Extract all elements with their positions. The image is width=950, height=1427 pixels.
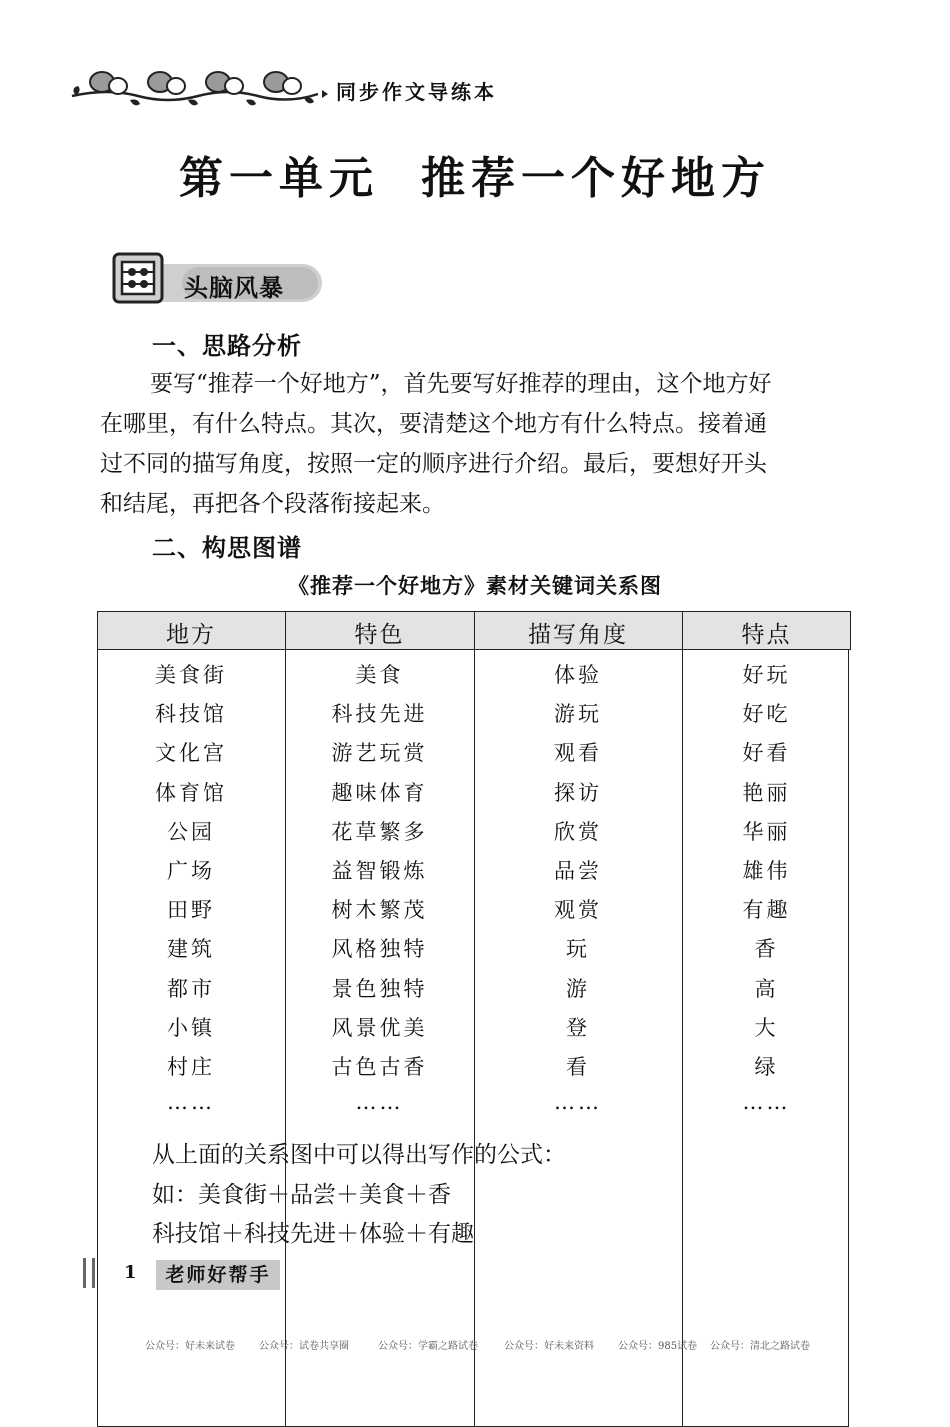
table-cell: 景色独特 — [331, 977, 428, 1001]
watermark-text: 公众号：试卷共享圈 — [259, 1341, 349, 1352]
watermark-text: 公众号：学霸之路试卷 — [378, 1341, 478, 1352]
table-cell: 好吃 — [742, 702, 791, 726]
diagram-heading: 二、构思图谱 — [152, 534, 302, 562]
table-cell: 看 — [566, 1055, 590, 1079]
table-cell: 雄伟 — [742, 859, 791, 883]
footer-bar — [92, 1258, 95, 1288]
brainstorm-badge — [98, 246, 330, 308]
watermark-text: 公众号：好未来资料 — [504, 1341, 594, 1352]
table-cell: 科技馆 — [155, 702, 227, 726]
table-caption: 《推荐一个好地方》素材关键词关系图 — [288, 574, 662, 598]
table-cell: 小镇 — [167, 1016, 215, 1040]
footer-bar — [83, 1258, 86, 1288]
table-cell: …… — [167, 1090, 215, 1114]
table-cell: 风景优美 — [331, 1016, 428, 1040]
analysis-paragraph — [100, 364, 854, 524]
unit-name: 推荐一个好地方 — [421, 153, 771, 204]
header-cell-angle: 描写角度 — [528, 622, 628, 648]
analysis-heading: 一、思路分析 — [152, 332, 302, 360]
table-cell: 华丽 — [742, 820, 791, 844]
table-cell: 美食街 — [155, 663, 227, 687]
abacus-icon — [110, 250, 166, 306]
header-vine-decoration — [68, 66, 330, 112]
footer-label: 老师好帮手 — [156, 1260, 280, 1290]
table-cell: 文化宫 — [155, 741, 227, 765]
table-cell: 田野 — [167, 898, 215, 922]
unit-title — [0, 142, 950, 206]
header-cell-place: 地方 — [166, 622, 216, 648]
table-cell: 建筑 — [167, 937, 215, 961]
table-cell: 观赏 — [554, 898, 602, 922]
table-cell: 品尝 — [554, 859, 602, 883]
table-cell: 广场 — [167, 859, 215, 883]
header-cell-feature: 特色 — [354, 622, 405, 648]
watermark-text: 公众号：985试卷 — [618, 1341, 698, 1352]
table-cell: 花草繁多 — [331, 820, 428, 844]
badge-label: 头脑风暴 — [184, 274, 284, 302]
table-cell: 欣赏 — [554, 820, 602, 844]
table-cell: …… — [355, 1090, 404, 1114]
table-cell: 观看 — [554, 741, 602, 765]
table-cell: 高 — [754, 977, 779, 1001]
keyword-table — [97, 611, 851, 1427]
table-cell: 科技先进 — [331, 702, 428, 726]
analysis-line: 在哪里，有什么特点。其次，要清楚这个地方有什么特点。接着通 — [100, 411, 767, 437]
table-cell: 都市 — [167, 977, 215, 1001]
table-cell: 好玩 — [742, 663, 791, 687]
table-cell: 游 — [566, 977, 590, 1001]
analysis-line: 要写“推荐一个好地方”，首先要写好推荐的理由，这个地方好 — [150, 371, 772, 397]
table-cell: 风格独特 — [331, 937, 428, 961]
table-cell: 有趣 — [742, 898, 791, 922]
table-cell: 绿 — [754, 1055, 779, 1079]
table-cell: 探访 — [554, 781, 602, 805]
table-cell: 游艺玩赏 — [331, 741, 428, 765]
table-cell: 益智锻炼 — [331, 859, 428, 883]
header-title: 同步作文导练本 — [336, 80, 497, 104]
watermark-text: 公众号：清北之路试卷 — [710, 1341, 810, 1352]
watermark-text: 公众号：好未来试卷 — [145, 1341, 235, 1352]
table-cell: 体育馆 — [155, 781, 227, 805]
table-cell: …… — [554, 1090, 602, 1114]
table-cell: 村庄 — [167, 1055, 215, 1079]
table-cell: 香 — [754, 937, 779, 961]
table-cell: 大 — [754, 1016, 779, 1040]
unit-number: 第一单元 — [179, 153, 379, 204]
formula-line: 科技馆＋科技先进＋体验＋有趣 — [152, 1221, 474, 1247]
formula-intro: 从上面的关系图中可以得出写作的公式： — [152, 1142, 566, 1168]
analysis-line: 过不同的描写角度，按照一定的顺序进行介绍。最后，要想好开头 — [100, 451, 767, 477]
analysis-line: 和结尾，再把各个段落衔接起来。 — [100, 491, 445, 517]
table-cell: 公园 — [167, 820, 215, 844]
table-cell: 好看 — [742, 741, 791, 765]
page-number: 1 — [124, 1262, 137, 1283]
table-cell: 艳丽 — [742, 781, 791, 805]
table-cell: 登 — [566, 1016, 590, 1040]
table-cell: 树木繁茂 — [331, 898, 428, 922]
table-cell: 古色古香 — [331, 1055, 428, 1079]
table-cell: 游玩 — [554, 702, 602, 726]
table-cell: …… — [742, 1090, 791, 1114]
table-cell: 体验 — [554, 663, 602, 687]
table-cell: 玩 — [566, 937, 590, 961]
header-cell-trait: 特点 — [741, 622, 792, 648]
table-cell: 美食 — [355, 663, 404, 687]
table-cell: 趣味体育 — [331, 781, 428, 805]
formula-line: 如：美食街＋品尝＋美食＋香 — [152, 1182, 451, 1208]
